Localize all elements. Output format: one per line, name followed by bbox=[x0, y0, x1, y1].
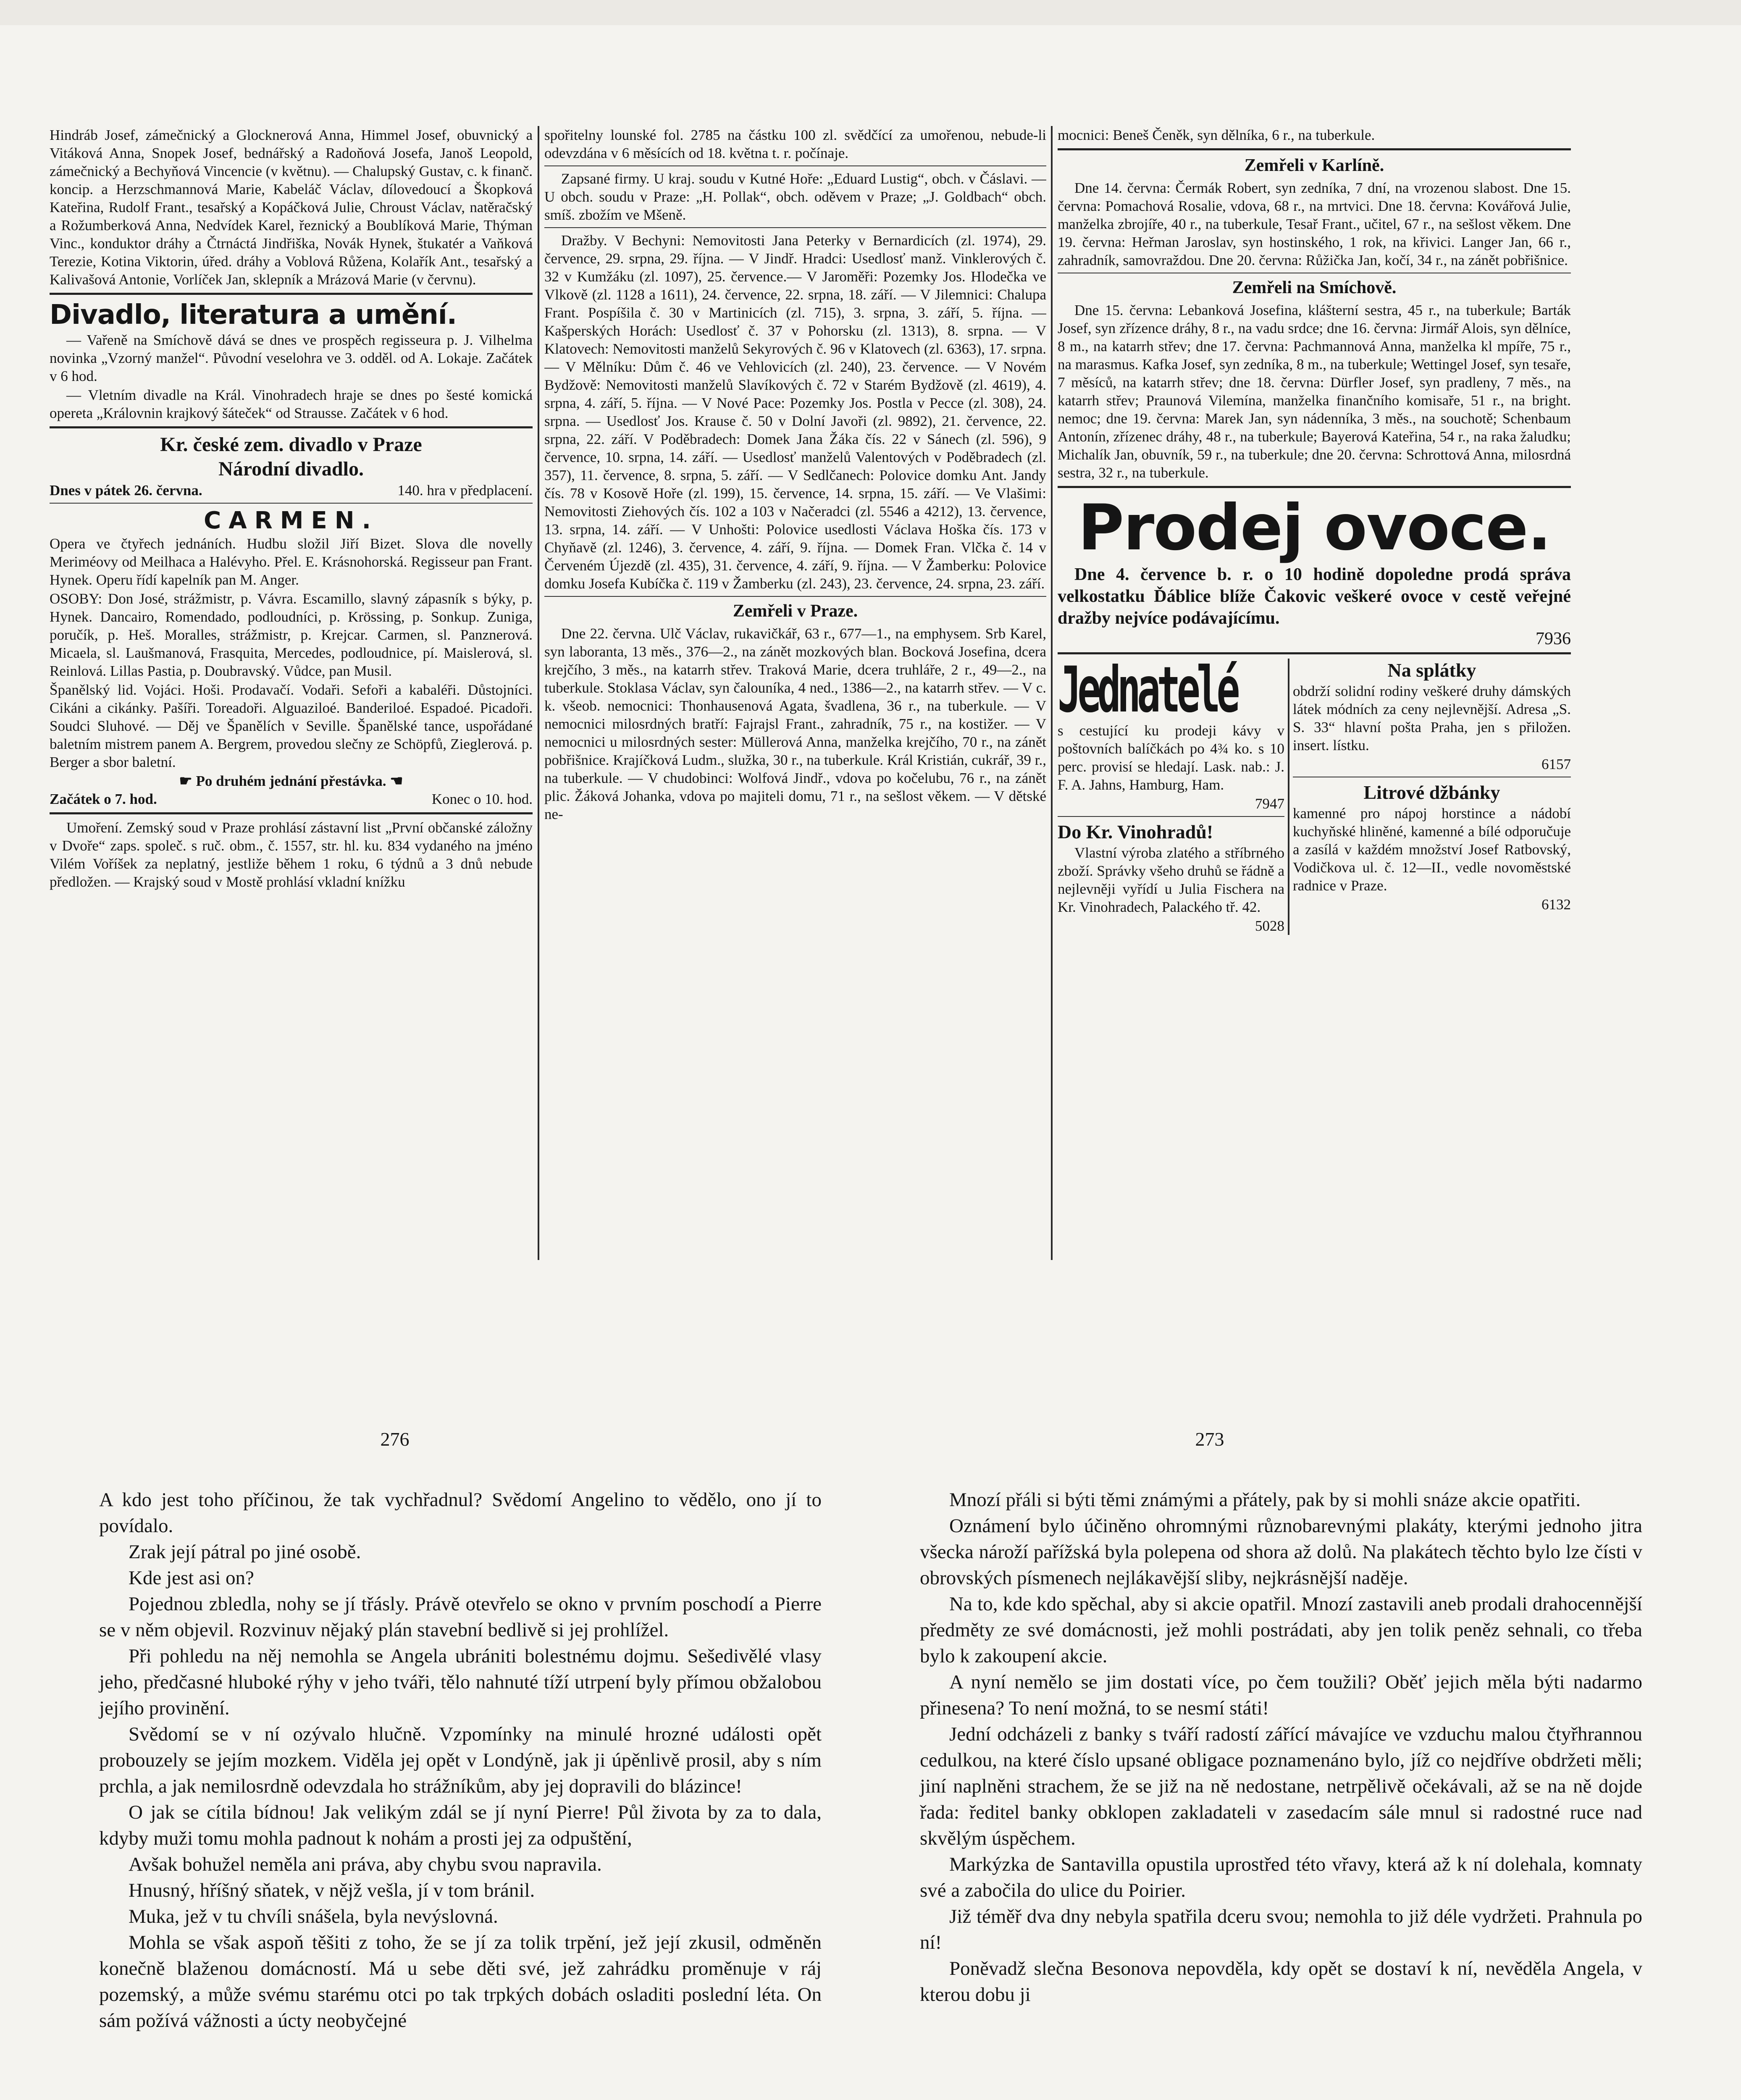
top-column-2 bbox=[544, 126, 1046, 1252]
serial-paragraph: A kdo jest toho příčinou, že tak vychřadnul? Svědomí Angelino to vědělo, ono jí to povídalo. bbox=[99, 1489, 822, 1537]
serial-paragraph: Již téměř dva dny nebyla spatřila dceru svou; nemohla to již déle vydržeti. Prahnula po ní! bbox=[920, 1906, 1642, 1953]
serial-paragraph: Na to, kde kdo spěchal, aby si akcie opatřil. Mnozí zastavili aneb prodali drahocennější předměty ze své domácnosti, jež mohli postrádati, aby jen tolik peněz sehnali, co třeba bylo k zakoupení akcie. bbox=[920, 1593, 1642, 1667]
advert-dzbanky-title: Litrové džbánky bbox=[1363, 782, 1500, 803]
section-heading-karlin: Zemřeli v Karlíně. bbox=[1244, 156, 1384, 175]
marriage-list: Hindráb Josef, zámečnický a Glocknerová Anna, Himmel Josef, obuvnický a Vitáková Anna, Snopek Josef, bednářský a Radoňová Josefa, Janoš Leopold, zámečnický a Bechyňová Vincencie (v květnu). — Chalupský Gustav, c. k finanč. koncip. a Herzschmannová Marie, Kabeláč Václav, dílovedoucí a Škopková Kateřina, Rudolf Frant., tesařský a Kopáčková Julie, Chroust Václav, natěračský a Rožumberková Anna, Nedvídek Karel, řeznický a Boublíková Marie, Thýman Vinc., konduktor dráhy a Čtrnáctá Jindřiška, Novák Hynek, štukatér a Vaňková Terezie, Kotina Viktorin, úřed. dráhy a Voblová Růžena, Kolařík Ant., tesařský a Kalivašová Antonie, Vorlíček Jan, sklepník a Mrázová Marie (v červnu). bbox=[50, 127, 533, 288]
serial-paragraph: Svědomí se v ní ozývalo hlučně. Vzpomínky na minulé hrozné události opět probouzely se jejím mozkem. Viděla jej opět v Londýně, jak ji úpěnlivě prosil, aby s ním prchla, a jak nemilosrdně odevzdala ho strážníkům, aby jej dopravili do blázince! bbox=[99, 1723, 822, 1797]
serial-right-column bbox=[920, 1487, 1642, 2100]
programme-subscription: 140. hra v předplacení. bbox=[397, 482, 533, 499]
theatre-name: Kr. české zem. divadlo v Praze bbox=[160, 433, 422, 456]
intermission-note bbox=[50, 772, 533, 790]
divider bbox=[50, 503, 533, 504]
programme-times bbox=[50, 790, 533, 808]
serial-paragraph: A nyní nemělo se jim dostati více, po čem toužili? Oběť jejich měla býti nadarmo přinesena? To není možná, to se nesmí státi! bbox=[920, 1671, 1642, 1719]
serial-paragraph: Oznámení bylo účiněno ohromnými různobarevnými plakáty, kterými jednoho jitra všecka nároží pařížská byla polepena od shora až dolů. Na plakátech těchto bylo lze čísti v obrovských písmenech nejlákavější sliby, nejkrásnější naděje. bbox=[920, 1515, 1642, 1589]
karlin-deaths: Dne 14. června: Čermák Robert, syn zedníka, 7 dní, na vrozenou slabost. Dne 15. června: Pomachová Rosalie, vdova, 68 r., na mrtvici. Dne 18. června: Kovářová Julie, manželka zbrojíře, 40 r., na tuberkule, Tesař Frant., učitel, 67 r., na sešlost věkem. Dne 19. června: Heřman Jaroslav, syn hostinského, 1 rok, na křivici. Langer Jan, 66 r., zahradník, samovraždou. Dne 20. června: Růžička Jan, kočí, 34 r., na zánět pobřišnice. bbox=[1058, 180, 1571, 268]
advert-dzbanky-number: 6132 bbox=[1541, 896, 1571, 913]
serial-paragraph: Zrak její pátral po jiné osobě. bbox=[129, 1541, 361, 1563]
pointing-hand-icon: ☛ bbox=[179, 773, 196, 789]
serial-left-column bbox=[99, 1487, 822, 2100]
opera-title: CARMEN. bbox=[204, 507, 378, 534]
column-rule bbox=[538, 126, 539, 1260]
theatre-subtitle: Národní divadlo. bbox=[218, 458, 364, 480]
divider bbox=[1058, 652, 1571, 654]
advert-splatky-text: obdrží solidní rodiny veškeré druhy dámských látek módních za ceny nejlevnější. Adresa „S. S. 33“ hlavní pošta Praha, jen s přiložen. insert. lístku. bbox=[1293, 683, 1571, 753]
smichov-deaths: Dne 15. června: Lebanková Josefina, klášterní sestra, 45 r., na tuberkule; Barták Josef, syn zřízence dráhy, 8 r., na vadu srdce; dne 16. června: Jirmář Alois, syn dělníce, 8 m., na katarrh střev; dne 17. června: Pachmannová Anna, manželka kl mpíře, 75 r., na marasmus. Kafka Josef, syn zedníka, 8 m., na tuberkule; Wettingel Josef, syn tesaře, 7 měsíců, na katarrh střev; dne 18. června: Dürfler Josef, syn pradleny, 7 měs., na katarrh střev; Praunová Vilemína, manželka finančního komisaře, 51 r., na bright. nemoc; dne 19. června: Marek Jan, syn nádenníka, 3 měs., na souchotě; Schenbaum Antonín, zřízenec dráhy, 48 r., na tuberkule; Bayerová Kateřina, 54 r., na raka žaludku; Michalík Jan, obuvník, 59 r., na tuberkule; dne 20. června: Schrottová Anna, milosrdná sestra, 32 r., na tuberkule. bbox=[1058, 302, 1571, 481]
serial-paragraph: Pojednou zbledla, nohy se jí třásly. Právě otevřelo se okno v prvním poschodí a Pierre se v něm objevil. Rozvinuv nějaký plán stavební bedlivě si jej prohlížel. bbox=[99, 1593, 822, 1641]
advert-jednatele-title: Jednatelé bbox=[1058, 659, 1237, 722]
serial-paragraph: Hnusný, hříšný sňatek, v nějž vešla, jí v tom bránil. bbox=[129, 1880, 535, 1901]
advert-row bbox=[1058, 659, 1571, 935]
advert-jednatele-number: 7947 bbox=[1255, 795, 1284, 812]
programme-date: Dnes v pátek 26. června. bbox=[50, 482, 202, 499]
column-rule bbox=[1288, 659, 1289, 935]
advert-right bbox=[1293, 659, 1571, 935]
advert-vinohrady-title: Do Kr. Vinohradů! bbox=[1058, 821, 1213, 843]
intermission-text: Po druhém jednání přestávka. bbox=[196, 773, 386, 789]
divider bbox=[1058, 816, 1284, 817]
umoreni-notice: Umoření. Zemský soud v Praze prohlásí zástavní list „První občanské záložny v Dvoře“ zaps. společ. s ruč. obm., č. 1557, str. hl. ku. 834 vydaného na jméno Vilém Voříšek za neplatný, jestliže během 1 roku, 6 týdnů a 3 dnů nebude předložen. — Krajský soud v Mostě prohlásí vkladní knížku bbox=[50, 819, 533, 890]
registered-firms: Zapsané firmy. U kraj. soudu v Kutné Hoře: „Eduard Lustig“, obch. v Čáslavi. — U obch. soudu v Praze: „H. Pollak“, obch. oděvem v Praze; „J. Goldbach“ obch. smíš. zbožím ve Mšeně. bbox=[544, 171, 1046, 223]
advert-prodej-number: 7936 bbox=[1536, 629, 1571, 648]
section-heading-smichov: Zemřeli na Smíchově. bbox=[1232, 278, 1397, 297]
serial-paragraph: Avšak bohužel neměla ani práva, aby chybu svou napravila. bbox=[129, 1853, 602, 1875]
opera-cast: OSOBY: Don José, strážmistr, p. Vávra. Escamillo, slavný zápasník s býky, p. Hynek. Dancairo, Romendado, podloudníci, p. Krössing, p. Sonkup. Zuniga, poručík, p. Heš. Moralles, strážmistr, p. Krejcar. Carmen, sl. Panznerová. Micaela, sl. Laušmanová, Frasquita, Mercedes, podloudnice, pí. Maislerová, sl. Reinlová. Lillas Pastia, p. Doubravský. Vůdce, pan Musil. bbox=[50, 591, 533, 679]
top-column-3 bbox=[1058, 126, 1571, 1252]
opera-extras: Španělský lid. Vojáci. Hoši. Prodavačí. Vodaři. Sefoři a kabaléři. Důstojníci. Cikáni a cikánky. Pašíři. Toreadoři. Alguaziloé. Banderiloé. Espadoé. Picadoři. Soudci Sluhové. — Děj ve Španělích v Seville. Španělské tance, uspořádané baletním mistrem panem A. Bergrem, provedou slečny ze Schöpfů, Zieglerová. p. Berger a sbor baletní. bbox=[50, 682, 533, 770]
advert-jednatele bbox=[1058, 659, 1284, 935]
divider bbox=[50, 812, 533, 814]
serial-paragraph: Mnozí přáli si býti těmi známými a přátely, pak by si mohli snáze akcie opatřiti. bbox=[949, 1489, 1581, 1511]
divider bbox=[544, 227, 1046, 228]
advert-jednatele-text: s cestující ku prodeji kávy v poštovních balíčkách po 4¾ ko. s 10 perc. provisí se hledají. Lask. nab.: J. F. A. Jahns, Hamburg, Ham. bbox=[1058, 722, 1284, 793]
pointing-hand-icon: ☚ bbox=[386, 773, 403, 789]
page-number-right: 273 bbox=[1195, 1428, 1224, 1450]
savings-notice-cont: spořitelny lounské fol. 2785 na částku 100 zl. svědčící za umořenou, nebude-li odevzdána v 6 měsících od 18. května t. r. počínaje. bbox=[544, 127, 1046, 161]
programme-date-row bbox=[50, 481, 533, 499]
advert-vinohrady-number: 5028 bbox=[1255, 918, 1284, 934]
column-rule bbox=[1051, 126, 1053, 1260]
opera-description: Opera ve čtyřech jednáních. Hudbu složil Jiří Bizet. Slova dle novelly Meriméovy od Meilhaca a Halévyho. Přel. E. Krásnohorská. Regisseur pan Frant. Hynek. Operu řídí kapelník pan M. Anger. bbox=[50, 536, 533, 588]
advert-prodej-text: Dne 4. července b. r. o 10 hodině dopoledne prodá správa velkostatku Ďáblice blíže Čakovic veškeré ovoce v cestě veřejné dražby nejvíce podávajícímu. bbox=[1058, 565, 1571, 628]
divider bbox=[544, 596, 1046, 597]
divider bbox=[1058, 148, 1571, 150]
start-time: Začátek o 7. hod. bbox=[50, 791, 157, 807]
serial-paragraph: Jední odcházeli z banky s tváří radostí zářící mávajíce ve vzduchu malou čtyřhrannou cedulkou, na které číslo upsané obligace poznamenáno bylo, jíž co nejdříve obdržeti měli; jiní naplněni strachem, že se již na ně nedostane, netrpělivě očekávali, až se na ně dojde řada: ředitel banky obklopen zakladateli v zasedacím sále mnul si radostné ruce nad skvělým úspěchem. bbox=[920, 1723, 1642, 1849]
divider bbox=[1058, 486, 1571, 488]
advert-dzbanky-text: kamenné pro nápoj horstince a nádobí kuchyňské hliněné, kamenné a bílé odporučuje a zasílá v každém množství Josef Ratbovský, Vodičkova ul. č. 12—II., vedle novoměstské radnice v Praze. bbox=[1293, 805, 1571, 894]
bleed-through-shade bbox=[0, 0, 1741, 25]
advert-splatky-number: 6157 bbox=[1541, 756, 1571, 772]
serial-paragraph: O jak se cítila bídnou! Jak velikým zdál se jí nyní Pierre! Půl života by za to dala, kdyby muži tomu mohla padnout k nohám a prosti jej za odpuštění, bbox=[99, 1801, 822, 1849]
auctions: Dražby. V Bechyni: Nemovitosti Jana Peterky v Bernardicích (zl. 1974), 29. července, 29. srpna, 29. října. — V Jindř. Hradci: Usedlosť manž. Vinklerových č. 32 v Kumžáku (zl. 1097), 25. července.— V Jaroměři: Pozemky Jos. Hlodečka ve Vlkově (zl. 1128 a 1611), 24. července, 22. srpna, 18. září. — V Jilemnici: Chalupa Frant. Pospíšila č. 30 v Martinicích (zl. 715), 3. srpna, 3. září, 5. října. — Kašperských Horách: Usedlosť č. 37 v Pohorsku (zl. 1313), 8. srpna. — V Klatovech: Nemovitosti manželů Sekyrových č. 96 v Klatovech (zl. 6363), 17. srpna. — V Mělníku: Dům č. 46 ve Vehlovicích (zl. 240), 23. července. — V Novém Bydžově: Nemovitosti manželů Slavíkových č. 72 v Starém Bydžově (zl. 4619), 4. srpna, 4. září, 5. října. — V Nové Pace: Pozemky Jos. Postla v Pecce (zl. 308), 24. srpna. — Usedlosť Jos. Krause č. 50 v Dolní Javoři (zl. 9892), 21. července, 22. srpna, 22. září. V Poděbradech: Domek Jana Žáka čís. 22 v Sánech (zl. 596), 9 července, 10. srpna, 14. září. — Usedlosť manželů Valentových v Poděbradech (zl. 357), 11. července, 8. srpna, 5. září. — V Sedlčanech: Polovice domku Ant. Jandy čís. 78 v Kosově Hoře (zl. 199), 15. července, 14. srpna, 15. září. — Ve Vlašimi: Nemovitosti Ziehových čís. 102 a 103 v Načeradci (zl. 5546 a 4212), 13. července, 13. srpna, 14. září. — V Unhošti: Polovice usedlosti Václava Hoška čís. 173 v Chyňavě (zl. 1246), 3. července, 4. září, 9. října. — Domek Fran. Vlčka č. 14 v Červeném Újezdě (zl. 435), 31. července, 4. září, 9. října. — V Žamberku: Polovice domku Josefa Kubíčka č. 119 v Žamberku (zl. 243), 23. července, 24. srpna, 23. září. bbox=[544, 232, 1046, 592]
end-time: Konec o 10. hod. bbox=[431, 791, 533, 807]
serial-paragraph: Muka, jež v tu chvíli snášela, byla nevýslovná. bbox=[129, 1906, 498, 1927]
divider bbox=[50, 426, 533, 428]
advert-prodej-title: Prodej ovoce. bbox=[1078, 491, 1551, 564]
section-heading-divadlo: Divadlo, literatura a umění. bbox=[50, 299, 457, 331]
section-heading-prague-deaths: Zemřeli v Praze. bbox=[733, 601, 858, 621]
serial-paragraph: Při pohledu na něj nemohla se Angela ubrániti bolestnému dojmu. Sešedivělé vlasy jeho, předčasné hluboké rýhy v jeho tváři, tělo nahnuté tíží utrpení byly přímou obžalobou jejího provinění. bbox=[99, 1645, 822, 1719]
top-column-1 bbox=[50, 126, 533, 1252]
serial-paragraph: Mohla se však aspoň těšiti z toho, že se jí za tolik trpění, jež její zkusil, odměněn konečně blaženou domácností. Má u sebe děti své, jež zahrádku proměnuje v ráj pozemský, a může svému starému otci po tak trpkých dobách osladiti poslední léta. On sám požívá vážnosti a úcty neobyčejné bbox=[99, 1932, 822, 2032]
advert-vinohrady-text: Vlastní výroba zlatého a stříbrného zboží. Správky všeho druhů se řádně a nejlevněji vyřídí u Julia Fischera na Kr. Vinohradech, Palackého tř. 42. bbox=[1058, 845, 1284, 915]
divadlo-paragraph-2: — Vletním divadle na Král. Vinohradech hraje se dnes po šesté komická opereta „Královnin krajkový šáteček“ od Strausse. Začátek v 6 hod. bbox=[50, 387, 533, 421]
divadlo-paragraph-1: — Vařeně na Smíchově dává se dnes ve prospěch regisseura p. J. Vilhelma novinka „Vzorný manžel“. Původní veselohra ve 3. odděl. od A. Lokaje. Začátek v 6 hod. bbox=[50, 332, 533, 384]
serial-paragraph: Markýzka de Santavilla opustila uprostřed této vřavy, která až k ní dolehala, komnaty své a zabočila do ulice du Poirier. bbox=[920, 1853, 1642, 1901]
page-number-left: 276 bbox=[380, 1428, 410, 1450]
serial-paragraph: Kde jest asi on? bbox=[129, 1567, 254, 1589]
divider bbox=[544, 165, 1046, 166]
serial-paragraph: Poněvadž slečna Besonova nepovděla, kdy opět se dostaví k ní, nevěděla Angela, v kterou dobu ji bbox=[920, 1958, 1642, 2006]
prague-deaths: Dne 22. června. Ulč Václav, rukavičkář, 63 r., 677—1., na emphysem. Srb Karel, syn laboranta, 13 měs., 376—2., na zánět mozkových blan. Bocková Josefina, dcera krejčího, 3 měs., na katarrh střev. Traková Marie, dcera truhláře, 2 r., 49—2., na tuberkule. Stoklasa Václav, syn čalouníka, 4 ned., 1386—2., na katarrh střev. — V c. k. všeob. nemocnici: Thonhausenová Agata, švadlena, 36 r., na tuberkule. — V nemocnici milosrdných bratří: Fajrajsl Frant., zahradník, 75 r., na kostižer. — V nemocnici u milosrdných sester: Müllerová Anna, manželka krejčího, 70 r., na zánět pobřišnice. Krajíčková Ludm., služka, 30 r., na tuberkule. Král Kristián, cukrář, 39 r., na tuberkule. — V chudobinci: Wolfová Jindř., vdova po kočelubu, 76 r., na zánět plic. Žáková Johanka, vdova po majiteli domu, 71 r., na sešlost věkem. — V dětské ne- bbox=[544, 625, 1046, 822]
divider bbox=[50, 293, 533, 295]
advert-splatky-title: Na splátky bbox=[1387, 659, 1476, 681]
hospital-deaths-cont: mocnici: Beneš Čeněk, syn dělníka, 6 r., na tuberkule. bbox=[1058, 127, 1375, 143]
